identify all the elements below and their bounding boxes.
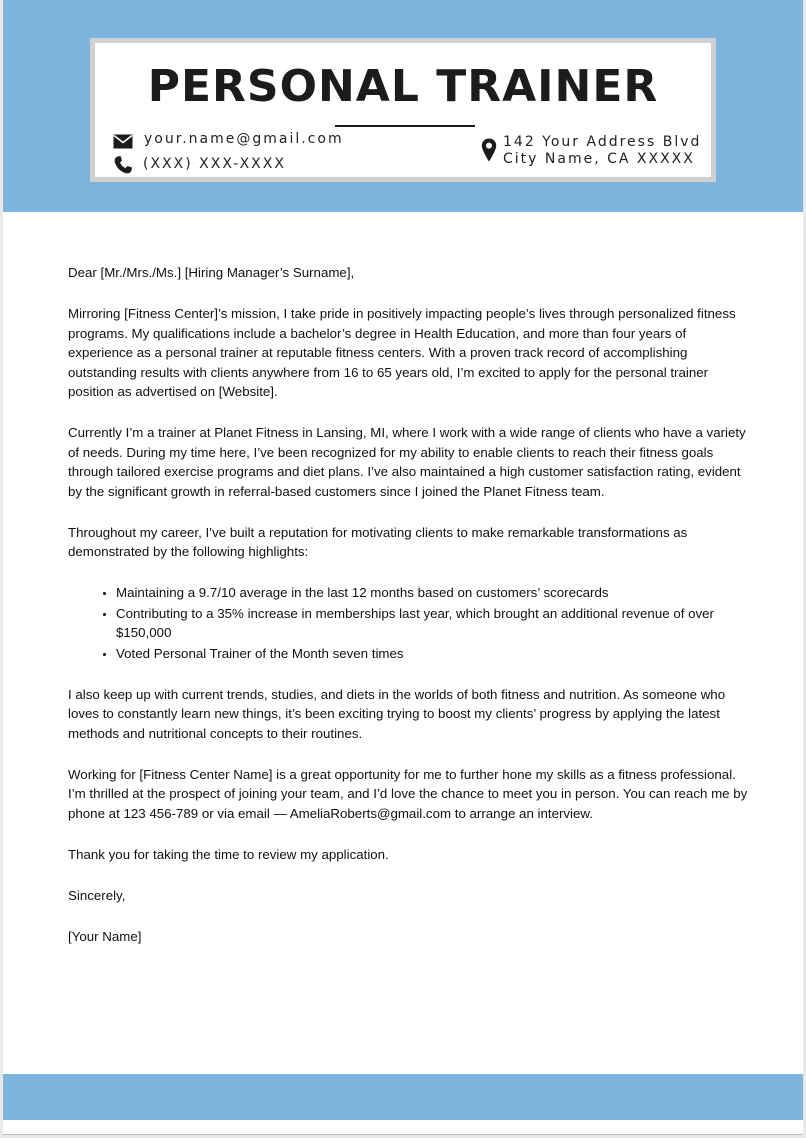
title-divider bbox=[335, 125, 475, 127]
envelope-icon bbox=[113, 134, 133, 149]
paragraph-1: Mirroring [Fitness Center]’s mission, I take pride in positively impacting people’s lives through personalized fitness programs. My qualifications include a bachelor’s degree in Health Education, and more than four years of experience as a personal trainer at reputable fitness centers. With a proven track record of accomplishing outstanding results with clients anywhere from 16 to 65 years old, I’m excited to apply for the personal trainer position as advertised on [Website]. bbox=[68, 306, 736, 399]
letter-body bbox=[68, 263, 748, 968]
paragraph-3: Throughout my career, I’ve built a reputation for motivating clients to make remarkable transformations as demonstrated by the following highlights: bbox=[68, 524, 688, 559]
list-item: • Contributing to a 35% increase in memberships last year, which brought an additional revenue of over $150,000 bbox=[116, 604, 748, 643]
salutation: Dear [Mr./Mrs./Ms.] [Hiring Manager’s Surname], bbox=[68, 265, 355, 280]
page-title: PERSONAL TRAINER bbox=[147, 61, 659, 112]
address-line-2: City Name, CA XXXXX bbox=[503, 151, 695, 167]
letter-page bbox=[3, 0, 803, 1135]
sign-off: Sincerely, bbox=[68, 887, 126, 903]
signature: [Your Name] bbox=[68, 928, 142, 944]
map-pin-icon bbox=[481, 138, 497, 162]
phone-text: (XXX) XXX-XXXX bbox=[143, 156, 286, 172]
header-box bbox=[90, 38, 716, 182]
paragraph-2: Currently I’m a trainer at Planet Fitness in Lansing, MI, where I work with a wide range of clients who have a variety of needs. During my time here, I’ve been recognized for my ability to enable clients to reach their fitness goals through tailored exercise programs and diet plans. I’ve also maintained a high customer satisfaction rating, evident by the significant growth in referral-based customers since I joined the Planet Fitness team. bbox=[68, 425, 746, 499]
highlights-list bbox=[68, 583, 748, 663]
paragraph-4: I also keep up with current trends, studies, and diets in the worlds of both fitness and nutrition. As someone who loves to constantly learn new things, it’s been exciting trying to boost my clients’ progress by applying the latest methods and nutritional concepts to their routines. bbox=[68, 686, 726, 741]
paragraph-5: Working for [Fitness Center Name] is a great opportunity for me to further hone my skills as a fitness professional. I’m thrilled at the prospect of joining your team, and I’d love the chance to meet you in person. You can reach me by phone at 123 456-789 or via email — AmeliaRoberts@gmail.com to arrange an interview. bbox=[68, 766, 748, 821]
bottom-color-band bbox=[3, 1074, 803, 1120]
address-line-1: 142 Your Address Blvd bbox=[503, 134, 702, 150]
list-item: • Maintaining a 9.7/10 average in the last 12 months based on customers’ scorecards bbox=[116, 583, 748, 603]
phone-icon bbox=[113, 155, 133, 175]
email-text: your.name@gmail.com bbox=[144, 131, 344, 147]
list-item: • Voted Personal Trainer of the Month seven times bbox=[116, 644, 748, 664]
closing-line: Thank you for taking the time to review my application. bbox=[68, 846, 389, 862]
